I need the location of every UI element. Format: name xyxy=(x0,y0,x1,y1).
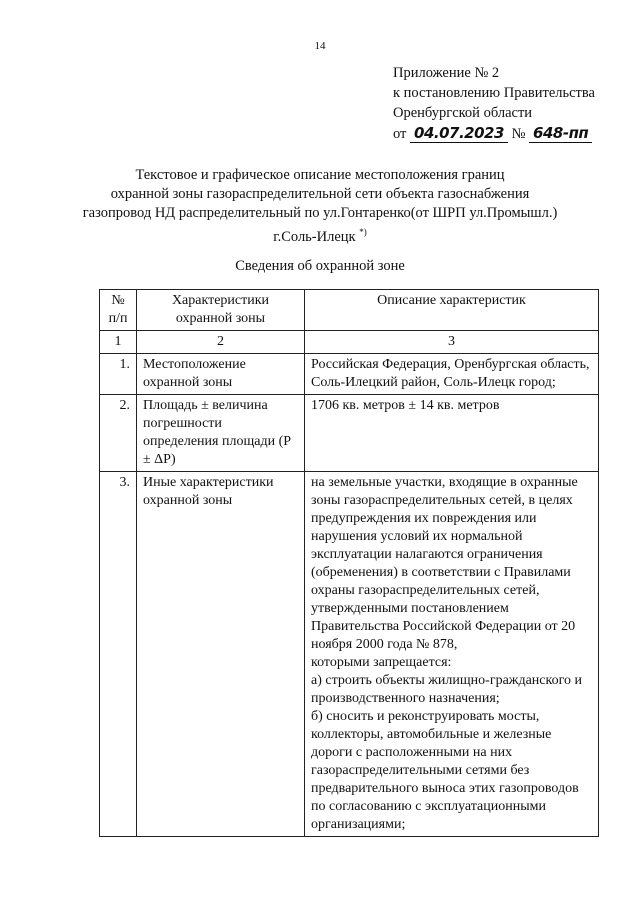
description-text: Российская Федерация, Оренбургская область, Соль-Илецкий район, Соль-Илецк город; xyxy=(311,357,590,390)
header-characteristic: Характеристики охранной зоны xyxy=(137,290,305,331)
handwritten-number: 648-пп xyxy=(529,124,592,143)
description-text: которыми запрещается: xyxy=(311,655,452,670)
appendix-title: Приложение № 2 xyxy=(393,65,500,81)
header-description: Описание характеристик xyxy=(305,290,599,331)
column-number: 3 xyxy=(305,331,599,354)
section-title: Сведения об охранной зоне xyxy=(235,258,405,274)
date-prefix: от xyxy=(393,126,407,142)
description-text: а) строить объекты жилищно-гражданского и производственного назначения; xyxy=(311,673,582,706)
footnote-mark: *) xyxy=(359,227,367,237)
column-number: 1 xyxy=(100,331,137,354)
title-line-3: газопровод НД распределительный по ул.Гонтаренко(от ШРП ул.Промышл.) xyxy=(82,205,558,221)
appendix-block xyxy=(393,63,595,144)
appendix-date-number-line xyxy=(393,123,595,144)
title-city: г.Соль-Илецк xyxy=(273,228,356,245)
table-header-row xyxy=(100,290,599,331)
header-number: № п/п xyxy=(100,290,137,331)
page-number: 14 xyxy=(314,40,326,52)
title-line-1: Текстовое и графическое описание местоположения границ xyxy=(135,167,505,183)
handwritten-date: 04.07.2023 xyxy=(410,124,508,143)
description-text: 1706 кв. метров ± 14 кв. метров xyxy=(311,398,500,413)
column-number: 2 xyxy=(137,331,305,354)
title-line-4 xyxy=(60,223,580,247)
row-number: 2. xyxy=(100,395,137,472)
row-number: 1. xyxy=(100,354,137,395)
protection-zone-table xyxy=(99,289,599,837)
table-row xyxy=(100,395,599,472)
row-description xyxy=(305,395,599,472)
description-text: на земельные участки, входящие в охранные зоны газораспределительных сетей, в целях предупреждения их повреждения или нарушения условий их нормальной эксплуатации налагаются ограничения (обременения) в соответствии с Правилами охраны газораспределительных сетей, утвержденными постановлением Правительства Российской Федерации от 20 ноября 2000 года № 878, xyxy=(311,475,578,652)
document-title xyxy=(60,166,580,247)
row-description xyxy=(305,354,599,395)
row-number: 3. xyxy=(100,472,137,837)
row-characteristic: Иные характеристики охранной зоны xyxy=(137,472,305,837)
appendix-region-line: Оренбургской области xyxy=(393,105,533,121)
appendix-decree-line: к постановлению Правительства xyxy=(393,85,595,101)
description-text: б) сносить и реконструировать мосты, коллекторы, автомобильные и железные дороги с расположенными на них газораспределительными сетями без предварительного выноса этих газопроводов по согласованию с эксплуатационными организациями; xyxy=(311,709,579,832)
number-prefix: № xyxy=(511,126,526,142)
row-characteristic: Площадь ± величина погрешности определения площади (Р ± ΔР) xyxy=(137,395,305,472)
row-description xyxy=(305,472,599,837)
table-row xyxy=(100,354,599,395)
table-row xyxy=(100,472,599,837)
row-characteristic: Местоположение охранной зоны xyxy=(137,354,305,395)
table-column-numbers-row xyxy=(100,331,599,354)
title-line-2: охранной зоны газораспределительной сети объекта газоснабжения xyxy=(110,186,530,202)
